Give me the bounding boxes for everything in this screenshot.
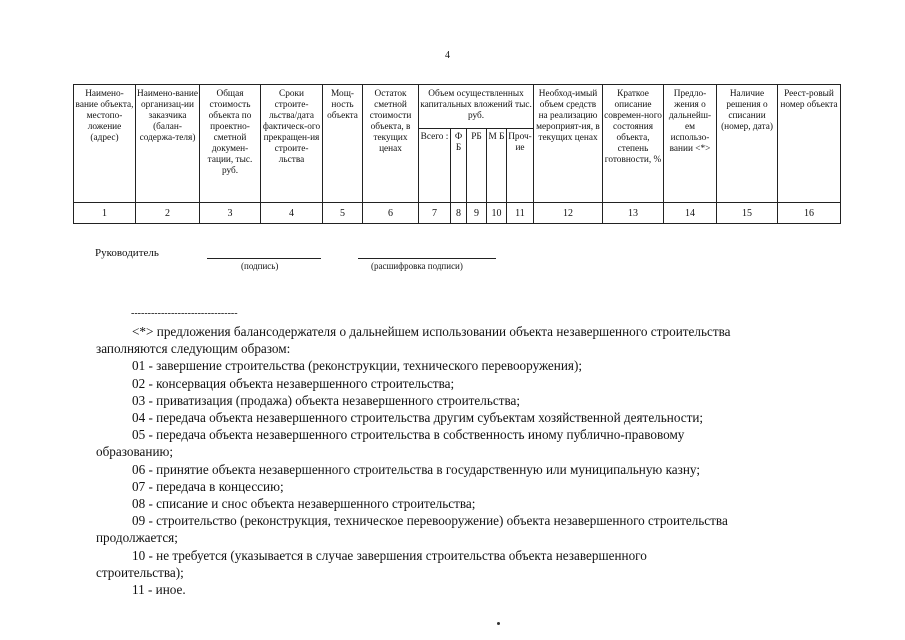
list-item: 09 - строительство (реконструкция, техническое перевооружение) объекта незавершенного строительства (132, 513, 728, 529)
header-capacity: Мощ-ность объекта (323, 85, 363, 203)
list-item-cont: продолжается; (96, 530, 178, 546)
header-required-funds: Необход-имый объем средств на реализацию мероприят-ия, в текущих ценах (534, 85, 603, 203)
list-item: 07 - передача в концессию; (132, 478, 284, 494)
column-number: 5 (323, 203, 363, 224)
column-number: 1 (74, 203, 136, 224)
scan-dot (497, 622, 500, 625)
column-number: 7 (419, 203, 451, 224)
list-item: 02 - консервация объекта незавершенного строительства; (132, 375, 455, 391)
page-number: 4 (445, 50, 450, 61)
column-number: 8 (451, 203, 467, 224)
header-registry-number: Реест-ровый номер объекта (778, 85, 841, 203)
footnote-block (96, 323, 816, 598)
list-item: 10 - не требуется (указывается в случае завершения строительства объекта незавершенного (132, 547, 647, 563)
list-item-cont: образованию; (96, 444, 174, 460)
header-state-description: Краткое описание современ-ного состояния объекта, степень готовности, % (603, 85, 664, 203)
header-construction-dates: Сроки строите-льства/дата фактическ-ого прекращен-ия строите-льства (261, 85, 323, 203)
list-item: 03 - приватизация (продажа) объекта незавершенного строительства; (132, 392, 521, 408)
header-other: Проч-ие (507, 129, 534, 203)
footnote-separator: -------------------------------- (131, 308, 238, 319)
column-number: 14 (664, 203, 717, 224)
list-item: 05 - передача объекта незавершенного строительства в собственность иному публично-правовому (132, 427, 685, 443)
header-regional-budget: РБ (467, 129, 487, 203)
header-federal-budget: Ф Б (451, 129, 467, 203)
column-number: 11 (507, 203, 534, 224)
column-number: 9 (467, 203, 487, 224)
header-write-off-decision: Наличие решения о списании (номер, дата) (717, 85, 778, 203)
column-number: 4 (261, 203, 323, 224)
column-number: 2 (136, 203, 200, 224)
signature-decode-caption: (расшифровка подписи) (371, 261, 463, 271)
list-item: 08 - списание и снос объекта незавершенного строительства; (132, 496, 476, 512)
header-capital-investments: Объем осуществленных капитальных вложений тыс. руб. (419, 85, 534, 129)
list-item-cont: строительства); (96, 564, 184, 580)
column-number-row (74, 203, 841, 224)
list-item: 01 - завершение строительства (реконструкции, технического перевооружения); (132, 358, 583, 374)
header-object-name: Наимено-вание объекта, местопо-ложение (адрес) (74, 85, 136, 203)
column-number: 12 (534, 203, 603, 224)
header-remaining-cost: Остаток сметной стоимости объекта, в текущих ценах (363, 85, 419, 203)
signature-caption: (подпись) (241, 261, 279, 271)
signature-decode-line (358, 258, 496, 259)
header-proposals: Предло-жения о дальнейш-ем использо-вании <*> (664, 85, 717, 203)
header-municipal-budget: М Б (487, 129, 507, 203)
list-item: 04 - передача объекта незавершенного строительства другим субъектам хозяйственной деятельности; (132, 410, 704, 426)
footnote-intro-cont: заполняются следующим образом: (96, 341, 291, 357)
header-total-cost: Общая стоимость объекта по проектно-сметной докумен-тации, тыс. руб. (200, 85, 261, 203)
column-number: 6 (363, 203, 419, 224)
column-number: 16 (778, 203, 841, 224)
column-number: 10 (487, 203, 507, 224)
header-customer: Наимено-вание организац-ии заказчика (балан-содержа-теля) (136, 85, 200, 203)
footnote-intro: <*> предложения балансодержателя о дальнейшем использовании объекта незавершенного строительства (132, 324, 731, 339)
column-number: 3 (200, 203, 261, 224)
register-table (73, 84, 841, 224)
list-item: 06 - принятие объекта незавершенного строительства в государственную или муниципальную казну; (132, 461, 700, 477)
list-item: 11 - иное. (132, 582, 186, 598)
signature-line (207, 258, 321, 259)
column-number: 15 (717, 203, 778, 224)
header-total: Всего : (419, 129, 451, 203)
manager-label: Руководитель (95, 247, 159, 259)
column-number: 13 (603, 203, 664, 224)
